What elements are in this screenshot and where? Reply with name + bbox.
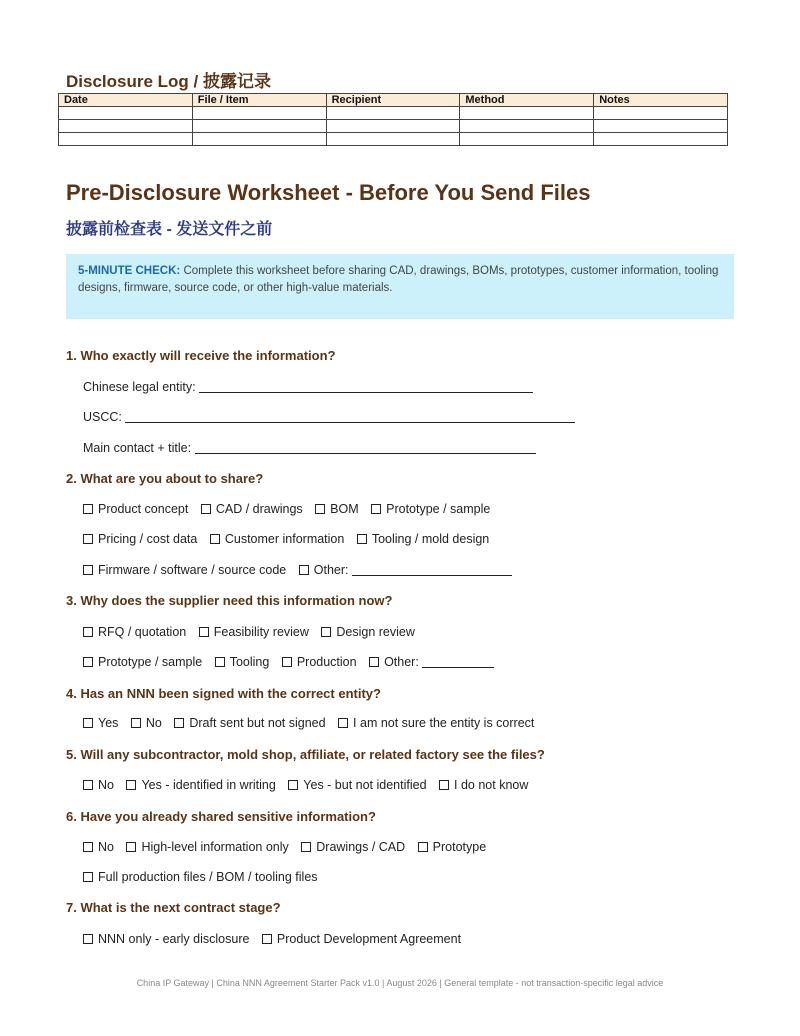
table-cell[interactable] — [192, 133, 326, 146]
table-cell[interactable] — [326, 120, 460, 133]
checkbox-option[interactable] — [315, 502, 358, 516]
field-label: Chinese legal entity: — [83, 380, 196, 394]
checkbox-option[interactable] — [418, 840, 487, 854]
checkbox-icon — [83, 718, 93, 728]
checkbox-icon — [371, 504, 381, 514]
checkbox-option[interactable] — [288, 778, 426, 792]
options-row — [83, 778, 537, 792]
checkbox-option[interactable] — [210, 532, 345, 546]
question-1-title: 1. Who exactly will receive the information? — [66, 348, 336, 363]
checkbox-option[interactable] — [83, 655, 202, 669]
table-cell[interactable] — [326, 107, 460, 120]
checkbox-icon — [131, 718, 141, 728]
checkbox-icon — [418, 842, 428, 852]
options-row — [83, 932, 470, 946]
option-label: Draft sent but not signed — [189, 716, 326, 730]
checkbox-option[interactable] — [83, 870, 318, 884]
legal-entity-input[interactable] — [199, 380, 533, 393]
options-row — [83, 870, 327, 884]
checkbox-icon — [301, 842, 311, 852]
table-cell[interactable] — [59, 107, 193, 120]
checkbox-option[interactable] — [338, 716, 534, 730]
checkbox-option[interactable] — [131, 716, 162, 730]
checkbox-option[interactable] — [83, 840, 114, 854]
field-uscc — [83, 410, 575, 424]
table-cell[interactable] — [192, 120, 326, 133]
option-label: Tooling / mold design — [371, 532, 490, 546]
checkbox-icon — [83, 504, 93, 514]
checkbox-icon — [83, 934, 93, 944]
column-header-file-item: File / Item — [192, 94, 326, 107]
checkbox-option[interactable] — [371, 502, 490, 516]
disclosure-log-table — [58, 93, 728, 146]
option-label: Drawings / CAD — [316, 840, 406, 854]
option-label: Other: — [313, 563, 349, 577]
checkbox-icon — [357, 534, 367, 544]
table-row — [59, 133, 728, 146]
table-cell[interactable] — [192, 107, 326, 120]
checkbox-option[interactable] — [83, 502, 188, 516]
question-4-title: 4. Has an NNN been signed with the correct entity? — [66, 686, 381, 701]
callout-text: Complete this worksheet before sharing CAD, drawings, BOMs, prototypes, customer information, tooling designs, firmware, source code, or other high-value materials. — [78, 265, 719, 294]
question-6-title: 6. Have you already shared sensitive information? — [66, 809, 376, 824]
table-cell[interactable] — [326, 133, 460, 146]
worksheet-subtitle: 披露前检查表 - 发送文件之前 — [66, 221, 273, 238]
option-label: Prototype / sample — [386, 502, 491, 516]
disclosure-log-title: Disclosure Log / 披露记录 — [66, 72, 271, 91]
option-label: Yes - but not identified — [303, 778, 427, 792]
question-2-title: 2. What are you about to share? — [66, 471, 264, 486]
checkbox-icon — [215, 657, 225, 667]
option-label: BOM — [330, 502, 359, 516]
option-label: Yes — [98, 716, 119, 730]
table-row — [59, 120, 728, 133]
checkbox-icon — [83, 780, 93, 790]
option-label: Design review — [336, 625, 415, 639]
checkbox-option[interactable] — [83, 563, 286, 577]
options-row — [83, 563, 521, 577]
checkbox-icon — [299, 565, 309, 575]
table-header-row — [59, 94, 728, 107]
option-label: Tooling — [229, 655, 270, 669]
table-cell[interactable] — [594, 133, 728, 146]
uscc-input[interactable] — [125, 410, 575, 423]
option-label: I am not sure the entity is correct — [353, 716, 535, 730]
option-label: NNN only - early disclosure — [98, 932, 250, 946]
main-contact-input[interactable] — [195, 441, 536, 454]
option-label: RFQ / quotation — [98, 625, 187, 639]
checkbox-icon — [83, 565, 93, 575]
checkbox-option[interactable] — [199, 625, 309, 639]
option-label: No — [98, 840, 114, 854]
question-3-title: 3. Why does the supplier need this information now? — [66, 593, 393, 608]
checkbox-option[interactable] — [83, 532, 197, 546]
options-row — [83, 532, 498, 546]
option-label: Product concept — [98, 502, 189, 516]
table-cell[interactable] — [594, 120, 728, 133]
checkbox-icon — [83, 872, 93, 882]
checkbox-option[interactable] — [83, 716, 118, 730]
table-cell[interactable] — [59, 133, 193, 146]
checkbox-icon — [83, 534, 93, 544]
option-label: Prototype / sample — [98, 655, 203, 669]
table-row — [59, 107, 728, 120]
five-minute-check-callout — [66, 254, 734, 319]
checkbox-option[interactable] — [357, 532, 489, 546]
checkbox-option[interactable] — [83, 932, 249, 946]
checkbox-icon — [83, 842, 93, 852]
checkbox-option[interactable] — [201, 502, 303, 516]
options-row — [83, 840, 495, 854]
option-label: Production — [296, 655, 357, 669]
checkbox-icon — [210, 534, 220, 544]
option-label: Full production files / BOM / tooling files — [98, 870, 318, 884]
checkbox-option[interactable] — [369, 655, 494, 669]
option-label: I do not know — [454, 778, 529, 792]
option-label: Yes - identified in writing — [141, 778, 276, 792]
option-label: Pricing / cost data — [98, 532, 198, 546]
table-cell[interactable] — [460, 120, 594, 133]
question-5-title: 5. Will any subcontractor, mold shop, affiliate, or related factory see the files? — [66, 747, 545, 762]
checkbox-option[interactable] — [301, 840, 405, 854]
checkbox-icon — [126, 842, 136, 852]
options-row — [83, 716, 543, 730]
checkbox-icon — [288, 780, 298, 790]
page-footer: China IP Gateway | China NNN Agreement Starter Pack v1.0 | August 2026 | General template - not transaction-specific legal advice — [136, 978, 664, 988]
options-row — [83, 655, 503, 669]
field-label: Main contact + title: — [83, 441, 192, 455]
checkbox-icon — [83, 627, 93, 637]
checkbox-option[interactable] — [126, 778, 275, 792]
field-main-contact — [83, 441, 536, 455]
checkbox-option[interactable] — [439, 778, 528, 792]
option-label: No — [145, 716, 162, 730]
checkbox-icon — [338, 718, 348, 728]
checkbox-icon — [201, 504, 211, 514]
checkbox-option[interactable] — [126, 840, 288, 854]
checkbox-option[interactable] — [282, 655, 357, 669]
checkbox-icon — [199, 627, 209, 637]
checkbox-icon — [369, 657, 379, 667]
checkbox-option[interactable] — [299, 563, 512, 577]
checkbox-icon — [282, 657, 292, 667]
option-label: Other: — [384, 655, 419, 669]
column-header-recipient: Recipient — [326, 94, 460, 107]
table-cell[interactable] — [460, 133, 594, 146]
table-cell[interactable] — [460, 107, 594, 120]
callout-lead: 5-MINUTE CHECK: — [78, 265, 181, 277]
field-label: USCC: — [83, 410, 122, 424]
checkbox-icon — [315, 504, 325, 514]
checkbox-option[interactable] — [321, 625, 415, 639]
option-label: Firmware / software / source code — [98, 563, 287, 577]
column-header-method: Method — [460, 94, 594, 107]
checkbox-icon — [126, 780, 136, 790]
option-label: Prototype — [432, 840, 487, 854]
checkbox-option[interactable] — [83, 778, 114, 792]
option-label: Feasibility review — [213, 625, 309, 639]
column-header-notes: Notes — [594, 94, 728, 107]
checkbox-option[interactable] — [83, 625, 186, 639]
option-label: CAD / drawings — [215, 502, 303, 516]
table-cell[interactable] — [594, 107, 728, 120]
checkbox-option[interactable] — [262, 932, 461, 946]
checkbox-icon — [174, 718, 184, 728]
column-header-date: Date — [59, 94, 193, 107]
option-label: No — [98, 778, 114, 792]
option-label: Product Development Agreement — [276, 932, 462, 946]
table-cell[interactable] — [59, 120, 193, 133]
other-input[interactable] — [352, 563, 512, 576]
options-row — [83, 502, 499, 516]
checkbox-icon — [83, 657, 93, 667]
options-row — [83, 625, 424, 639]
field-legal-entity — [83, 380, 533, 394]
question-7-title: 7. What is the next contract stage? — [66, 900, 281, 915]
option-label: High-level information only — [141, 840, 289, 854]
checkbox-option[interactable] — [215, 655, 270, 669]
checkbox-option[interactable] — [174, 716, 325, 730]
checkbox-icon — [321, 627, 331, 637]
checkbox-icon — [439, 780, 449, 790]
option-label: Customer information — [224, 532, 345, 546]
worksheet-title: Pre-Disclosure Worksheet - Before You Send Files — [66, 180, 591, 205]
other-input[interactable] — [422, 655, 494, 668]
checkbox-icon — [262, 934, 272, 944]
